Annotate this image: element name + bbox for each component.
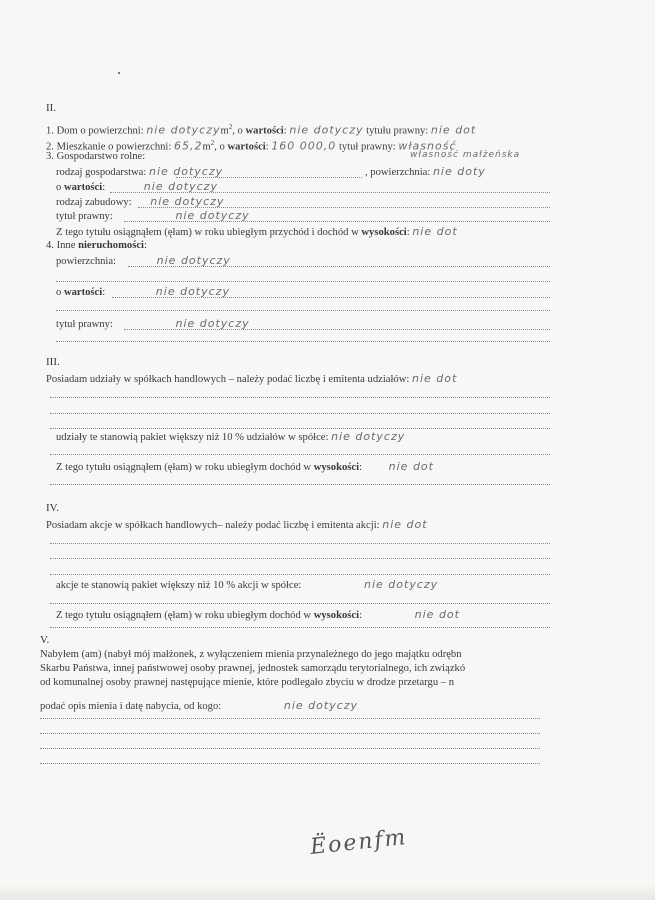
shares-package-handwritten: nie dotyczy [331,430,406,443]
scan-speck [118,72,120,74]
bold-label: wysokości [361,227,407,238]
scan-edge [0,884,655,900]
shares-line [46,373,457,386]
stocks-package-handwritten: nie dotyczy [364,578,439,591]
text: : [102,182,108,193]
dotted-line [50,627,550,628]
text: Z tego tytułu osiągnąłem (ęłam) w roku ubiegłym przychód i dochód w [56,227,362,238]
dotted-line [112,297,550,298]
apartment-area-handwritten: 65,2 [173,139,203,153]
dotted-line [40,748,540,749]
apartment-title-handwritten: własność [398,139,457,153]
title-label: tytułu prawny: [363,125,431,137]
farm-title-label: tytuł prawny: [56,211,116,222]
bold-label: nieruchomości [78,240,144,251]
farm-area-label: , powierzchnia: [365,167,433,178]
stocks-income-line [56,609,460,622]
text: : [283,125,290,137]
text: : [102,287,108,298]
farm-income-handwritten: nie dot [412,225,458,238]
acquired-line-4 [40,700,358,713]
other-property-heading [46,240,147,252]
dotted-line [50,558,550,559]
farm-type-handwritten: nie dotyczy [148,165,224,178]
other-area-handwritten: nie dotyczy [156,254,231,267]
farm-area-handwritten: nie doty [432,165,486,178]
house-value-handwritten: nie dotyczy [289,123,364,137]
shares-income-line [56,461,434,474]
dotted-line [124,221,550,222]
unit-sup: 2 [210,139,215,147]
bold-label: wartości [63,287,103,298]
acquired-label: podać opis mienia i datę nabycia, od kogo: [40,701,224,712]
dotted-line [128,266,550,267]
text: : [144,240,147,251]
acquired-line-3: od komunalnej osoby prawnej następujące mienie, które podlegało zbyciu w drodze przetargu – n [40,677,455,688]
text: Z tego tytułu osiągnąłem (ęłam) w roku ubiegłym dochód w [56,462,314,473]
text: , o [214,141,228,153]
dotted-line [138,207,550,208]
shares-income-handwritten: nie dot [388,460,434,473]
dotted-line [56,341,550,342]
dotted-line [50,484,550,485]
dotted-line [50,603,550,604]
ownership-note-handwritten: własność małżeńska [410,150,521,160]
farm-area-line [365,166,486,179]
stocks-line [46,519,428,532]
dotted-line [110,192,550,193]
acquired-line-2: Skarbu Państwa, innej państwowej osoby prawnej, jednostek samorządu terytorialnego, ich związkó [40,663,466,674]
shares-package-line [56,431,405,444]
stocks-income-handwritten: nie dot [414,608,460,621]
other-title-label: tytuł prawny: [56,319,116,330]
unit: m [220,125,229,137]
bold-label: wartości [227,141,266,153]
bold-label: wartości [63,182,103,193]
section-iv-heading: IV. [46,502,59,514]
house-label: 1. Dom o powierzchni: [46,125,147,137]
stocks-package-label: akcje te stanowią pakiet większy niż 10 % akcji w spółce: [56,580,304,591]
dotted-line [50,543,550,544]
stocks-handwritten: nie dot [382,518,428,531]
dotted-line [50,574,550,575]
bold-label: wysokości [313,610,360,621]
farm-income-line [56,226,458,239]
title-label: tytuł prawny: [336,141,399,153]
dotted-line [40,718,540,719]
shares-label: Posiadam udziały w spółkach handlowych – należy podać liczbę i emitenta udziałów: [46,374,412,385]
text: 4. Inne [46,240,79,251]
unit: m [202,141,211,153]
text: : [406,227,413,238]
farm-heading: 3. Gospodarstwo rolne: [46,151,146,162]
dotted-line [50,397,550,398]
other-value-handwritten: nie dotyczy [155,285,230,298]
farm-building-label: rodzaj zabudowy: [56,197,135,208]
other-title-handwritten: nie dotyczy [175,317,250,330]
stocks-label: Posiadam akcje w spółkach handlowych– należy podać liczbę i emitenta akcji: [46,520,383,531]
dotted-line [56,310,550,311]
farm-title-handwritten: nie dotyczy [175,209,250,222]
farm-building-handwritten: nie dotyczy [150,195,225,208]
dotted-line [50,454,550,455]
text: : [265,141,272,153]
dotted-line [50,428,550,429]
dotted-line [40,763,540,764]
farm-type-label: rodzaj gospodarstwa: [56,167,149,178]
text: o [56,287,64,298]
acquired-handwritten: nie dotyczy [283,699,359,712]
section-v-heading: V. [40,634,50,646]
text: o [56,182,64,193]
text: : [359,610,365,621]
signature: Ёоenfm [308,824,409,861]
house-area-handwritten: nie dotyczy [146,123,221,137]
dotted-line [124,329,550,330]
dotted-line [56,281,550,282]
acquired-line-1: Nabyłem (am) (nabył mój małżonek, z wyłączeniem mienia przynależnego do jego majątku odrębn [40,649,462,660]
shares-package-label: udziały te stanowią pakiet większy niż 10 % udziałów w spółce: [56,432,332,443]
stocks-package-line [56,579,438,592]
dotted-line [40,733,540,734]
bold-label: wysokości [313,462,360,473]
bold-label: wartości [245,125,284,137]
unit-sup: 2 [228,123,233,131]
apartment-label: 2. Mieszkanie o powierzchni: [46,141,174,153]
section-ii-heading: II. [46,102,57,114]
dotted-line [50,413,550,414]
apartment-value-handwritten: 160 000,0 [271,139,337,153]
text: , o [232,125,246,137]
dotted-line [176,177,362,178]
house-title-handwritten: nie dot [430,123,477,137]
shares-handwritten: nie dot [411,372,458,385]
text: : [359,462,365,473]
text: Z tego tytułu osiągnąłem (ęłam) w roku ubiegłym dochód w [56,610,314,621]
farm-value-handwritten: nie dotyczy [143,180,218,193]
other-area-label: powierzchnia: [56,256,119,267]
section-iii-heading: III. [46,356,60,368]
house-line [46,121,476,138]
